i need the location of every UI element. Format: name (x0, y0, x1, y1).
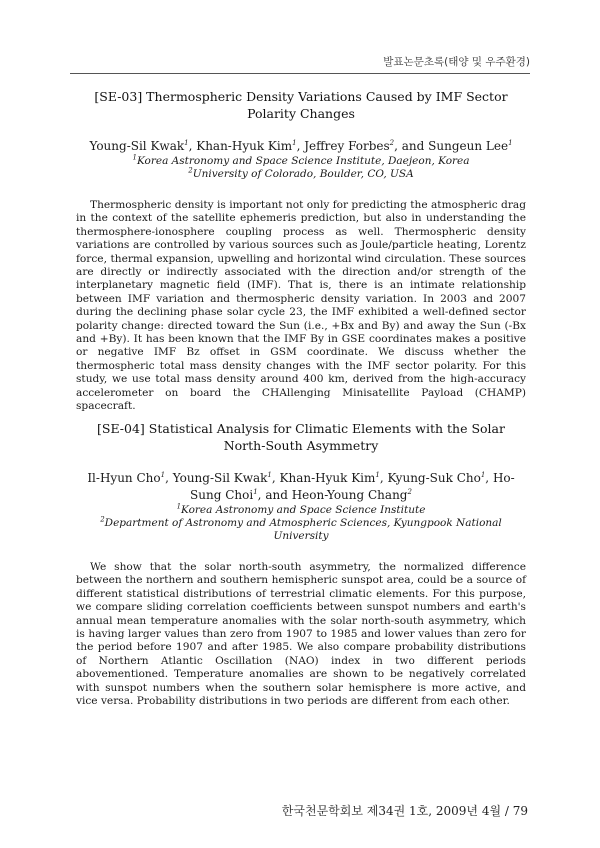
abstract-body: We show that the solar north-south asymmetry, the normalized difference between the northern and southern hemispheric sunspot area, could be a source of different statistical distributions of terrestrial climatic elements. For this purpose, we compare sliding correlation coefficients between sunspot numbers and earth's annual mean temperature anomalies with the solar north-south asymmetry, which is having larger values than zero from 1907 to 1985 and lower values than zero for the period before 1907 and after 1985. We also compare probability distributions of Northern Atlantic Oscillation (NAO) index in two different periods abovementioned. Temperature anomalies are shown to be negatively correlated with sunspot numbers when the southern solar hemisphere is more active, and vice versa. Probability distributions in two periods are different from each other. (76, 561, 526, 708)
abstract-se-04 (76, 420, 526, 719)
author: Young-Sil Kwak$^1$ (89, 139, 189, 153)
author: Young-Sil Kwak$^1$ (172, 471, 272, 485)
affiliation: $^1$Korea Astronomy and Space Science Institute (176, 502, 426, 516)
abstract-title: [SE-04] Statistical Analysis for Climatic Elements with the Solar North-South Asymmetry (97, 421, 505, 453)
running-header: 발표논문초록(태양 및 우주환경) (70, 55, 530, 74)
author: Jeffrey Forbes$^2$ (304, 139, 395, 153)
author-list: Il-Hyun Cho$^1$, Young-Sil Kwak$^1$, Khan-Hyuk Kim$^1$, Kyung-Suk Cho$^1$, Ho-Sung Choi$^1$, and Heon-Young Chang$^2$ (87, 471, 515, 502)
author: Khan-Hyuk Kim$^1$ (279, 471, 380, 485)
author: and Heon-Young Chang$^2$ (265, 488, 412, 502)
affiliation: $^1$Korea Astronomy and Space Science Institute, Daejeon, Korea (132, 153, 470, 167)
affiliation: $^2$University of Colorado, Boulder, CO, USA (188, 166, 414, 180)
abstract-body: Thermospheric density is important not only for predicting the atmospheric drag in the context of the satellite ephemeris prediction, but also in understanding the thermosphere-ionosphere coupling process as well. Thermospheric density variations are controlled by various sources such as Joule/particle heating, Lorentz force, thermal expansion, upwelling and horizontal wind circulation. These sources are directly or indirectly associated with the direction and/or strength of the interplanetary magnetic field (IMF). That is, there is an intimate relationship between IMF variation and thermospheric density variation. In 2003 and 2007 during the declining phase solar cycle 23, the IMF exhibited a well-defined sector polarity change: directed toward the Sun (i.e., +Bx and By) and away the Sun (-Bx and +By). It has been known that the IMF By in GSE coordinates makes a positive or negative IMF Bz offset in GSM coordinate. We discuss whether the thermospheric total mass density changes with the IMF sector polarity. For this study, we use total mass density around 400 km, derived from the high-accuracy accelerometer on board the CHAllenging Minisatellite Payload (CHAMP) spacecraft. (76, 199, 526, 413)
author: and Sungeun Lee$^1$ (401, 139, 513, 153)
abstract-title: [SE-03] Thermospheric Density Variations Caused by IMF Sector Polarity Changes (94, 89, 508, 121)
author: Khan-Hyuk Kim$^1$ (196, 139, 297, 153)
author: Ho-Sung Choi$^1$ (190, 471, 515, 502)
affiliation: $^2$Department of Astronomy and Atmospheric Sciences, Kyungpook National University (100, 515, 502, 542)
author: Kyung-Suk Cho$^1$ (387, 471, 486, 485)
author: Il-Hyun Cho$^1$ (87, 471, 166, 485)
author-list: Young-Sil Kwak$^1$, Khan-Hyuk Kim$^1$, Jeffrey Forbes$^2$, and Sungeun Lee$^1$ (89, 139, 513, 153)
abstract-se-03 (76, 88, 526, 424)
page-footer-citation: 한국천문학회보 제34권 1호, 2009년 4월 / 79 (281, 804, 528, 818)
